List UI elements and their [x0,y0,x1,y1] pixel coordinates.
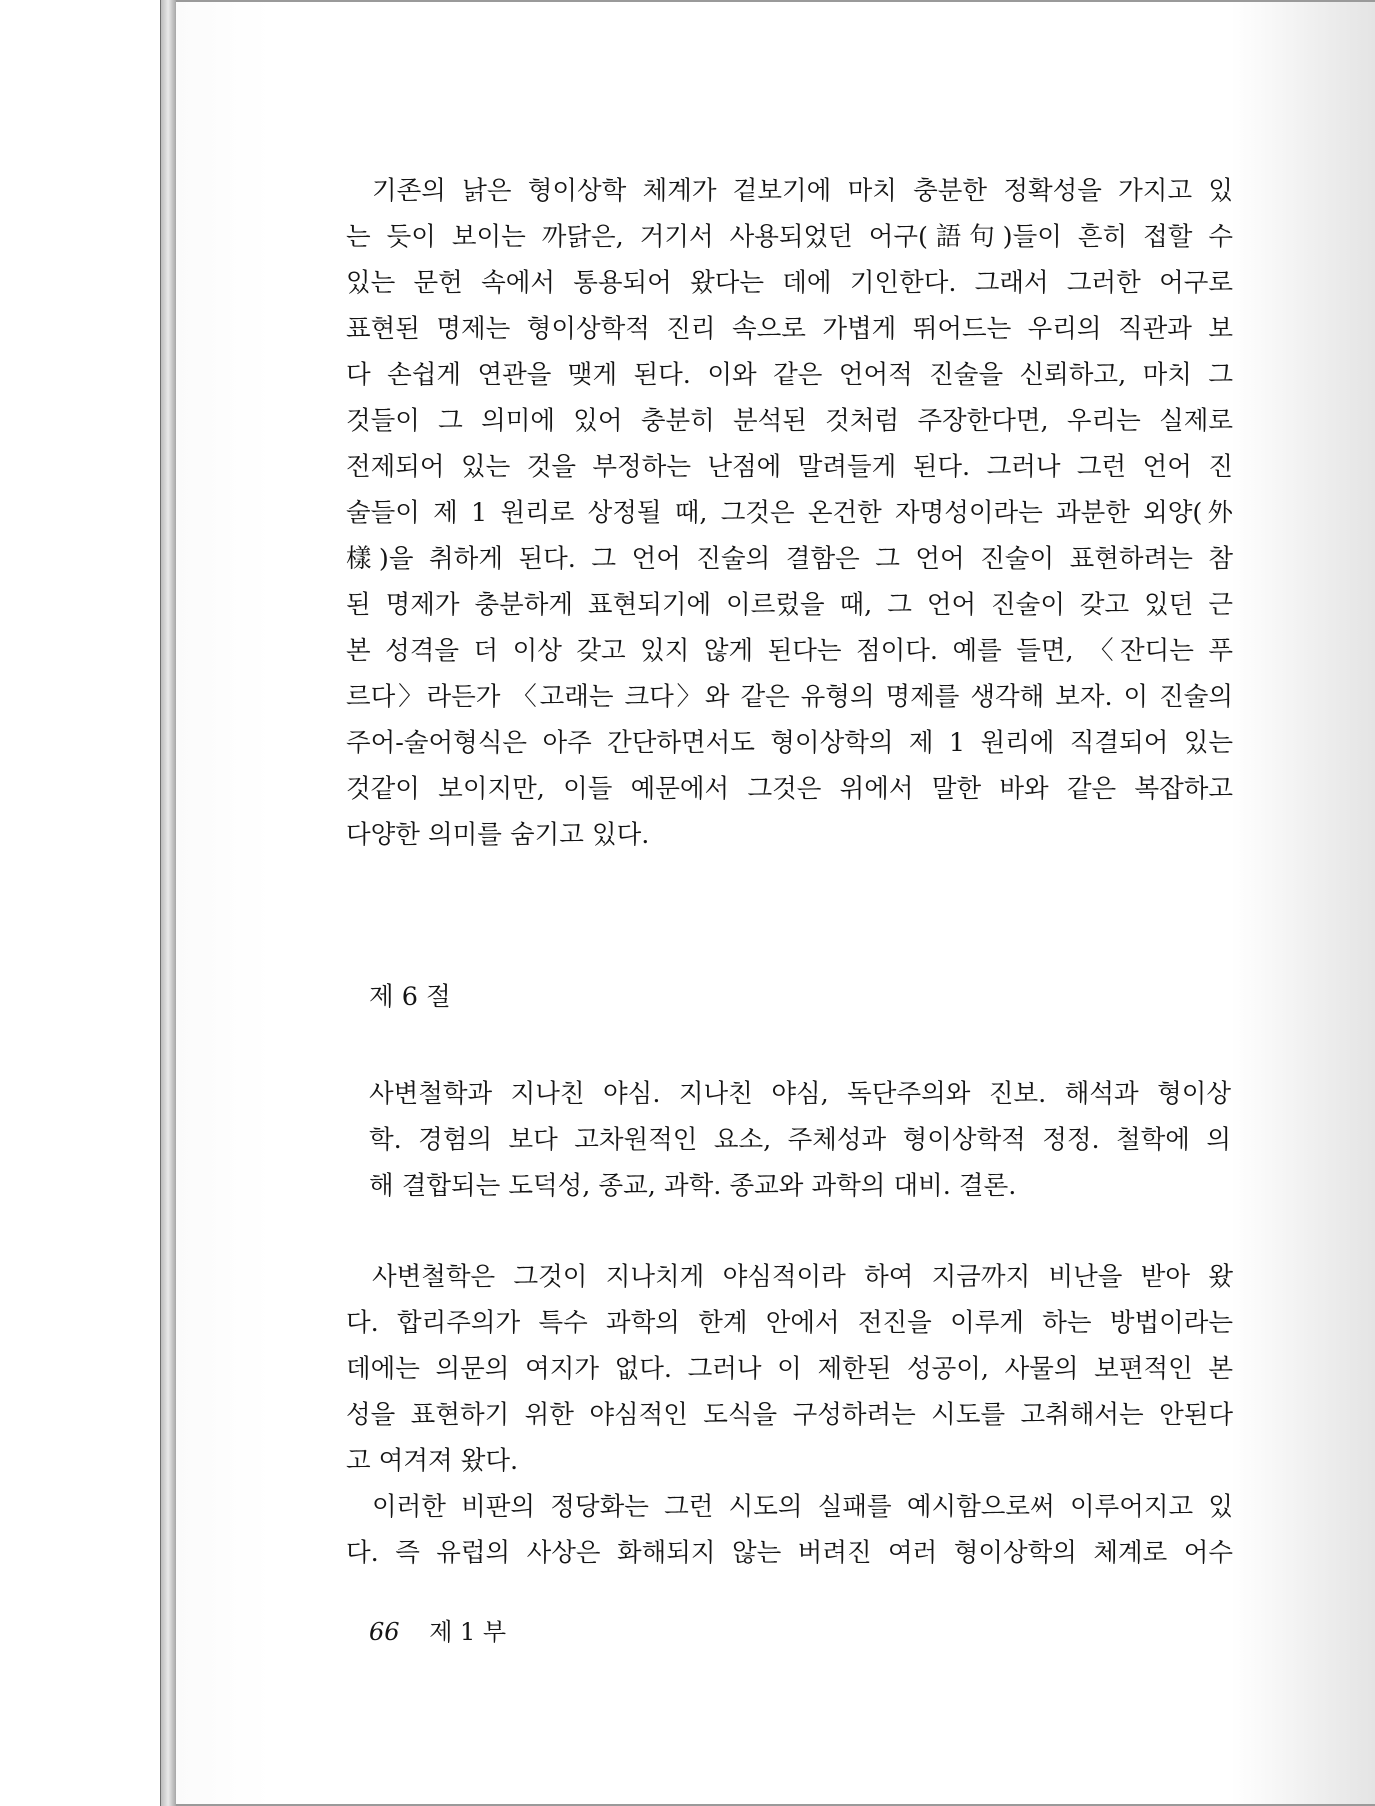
book-page [176,0,1375,1806]
text-line: 는 듯이 보이는 까닭은, 거기서 사용되었던 어구(語句)들이 흔히 접할 수 [346,222,1233,252]
part-label: 제 1 부 [429,1618,507,1646]
paragraph-1 [346,168,1233,858]
text-line: 전제되어 있는 것을 부정하는 난점에 말려들게 된다. 그러나 그런 언어 진 [346,452,1233,482]
text-line: 해 결합되는 도덕성, 종교, 과학. 종교와 과학의 대비. 결론. [369,1171,1017,1201]
page-number: 66 [369,1618,400,1646]
text-line: 기존의 낡은 형이상학 체계가 겉보기에 마치 충분한 정확성을 가지고 있 [372,176,1233,206]
text-line: 사변철학은 그것이 지나치게 야심적이라 하여 지금까지 비난을 받아 왔 [372,1262,1233,1292]
text-line: 본 성격을 더 이상 갖고 있지 않게 된다는 점이다. 예를 들면, 〈잔디는 푸 [346,636,1233,666]
text-line: 고 여겨져 왔다. [346,1446,519,1476]
paragraph-2 [346,1254,1233,1484]
text-line: 사변철학과 지나친 야심. 지나친 야심, 독단주의와 진보. 해석과 형이상 [369,1079,1231,1109]
paragraph-3 [346,1484,1233,1576]
section-heading: 제 6 절 [369,982,451,1012]
text-line: 다. 합리주의가 특수 과학의 한계 안에서 전진을 이루게 하는 방법이라는 [346,1308,1233,1338]
text-line: 표현된 명제는 형이상학적 진리 속으로 가볍게 뛰어드는 우리의 직관과 보 [346,314,1233,344]
text-line: 이러한 비판의 정당화는 그런 시도의 실패를 예시함으로써 이루어지고 있 [372,1492,1233,1522]
text-line: 르다〉라든가 〈고래는 크다〉와 같은 유형의 명제를 생각해 보자. 이 진술의 [346,682,1233,712]
text-line: 것들이 그 의미에 있어 충분히 분석된 것처럼 주장한다면, 우리는 실제로 [346,406,1233,436]
text-line: 술들이 제 1 원리로 상정될 때, 그것은 온건한 자명성이라는 과분한 외양(外 [346,498,1233,528]
section-summary [369,1071,1231,1209]
text-line: 된 명제가 충분하게 표현되기에 이르렀을 때, 그 언어 진술이 갖고 있던 근 [346,590,1233,620]
text-line: 있는 문헌 속에서 통용되어 왔다는 데에 기인한다. 그래서 그러한 어구로 [346,268,1233,298]
text-line: 학. 경험의 보다 고차원적인 요소, 주체성과 형이상학적 정정. 철학에 의 [369,1125,1231,1155]
text-line: 주어-술어형식은 아주 간단하면서도 형이상학의 제 1 원리에 직결되어 있는 [346,728,1233,758]
text-line: 데에는 의문의 여지가 없다. 그러나 이 제한된 성공이, 사물의 보편적인 본 [346,1354,1233,1384]
text-line: 성을 표현하기 위한 야심적인 도식을 구성하려는 시도를 고취해서는 안된다 [346,1400,1233,1430]
text-line: 것같이 보이지만, 이들 예문에서 그것은 위에서 말한 바와 같은 복잡하고 [346,774,1233,804]
text-line: 다. 즉 유럽의 사상은 화해되지 않는 버려진 여러 형이상학의 체계로 어수 [346,1538,1233,1568]
page-footer [369,1609,506,1655]
text-line: 樣)을 취하게 된다. 그 언어 진술의 결함은 그 언어 진술이 표현하려는 참 [346,544,1233,574]
text-line: 다양한 의미를 숨기고 있다. [346,820,650,850]
text-line: 다 손쉽게 연관을 맺게 된다. 이와 같은 언어적 진술을 신뢰하고, 마치 그 [346,360,1233,390]
